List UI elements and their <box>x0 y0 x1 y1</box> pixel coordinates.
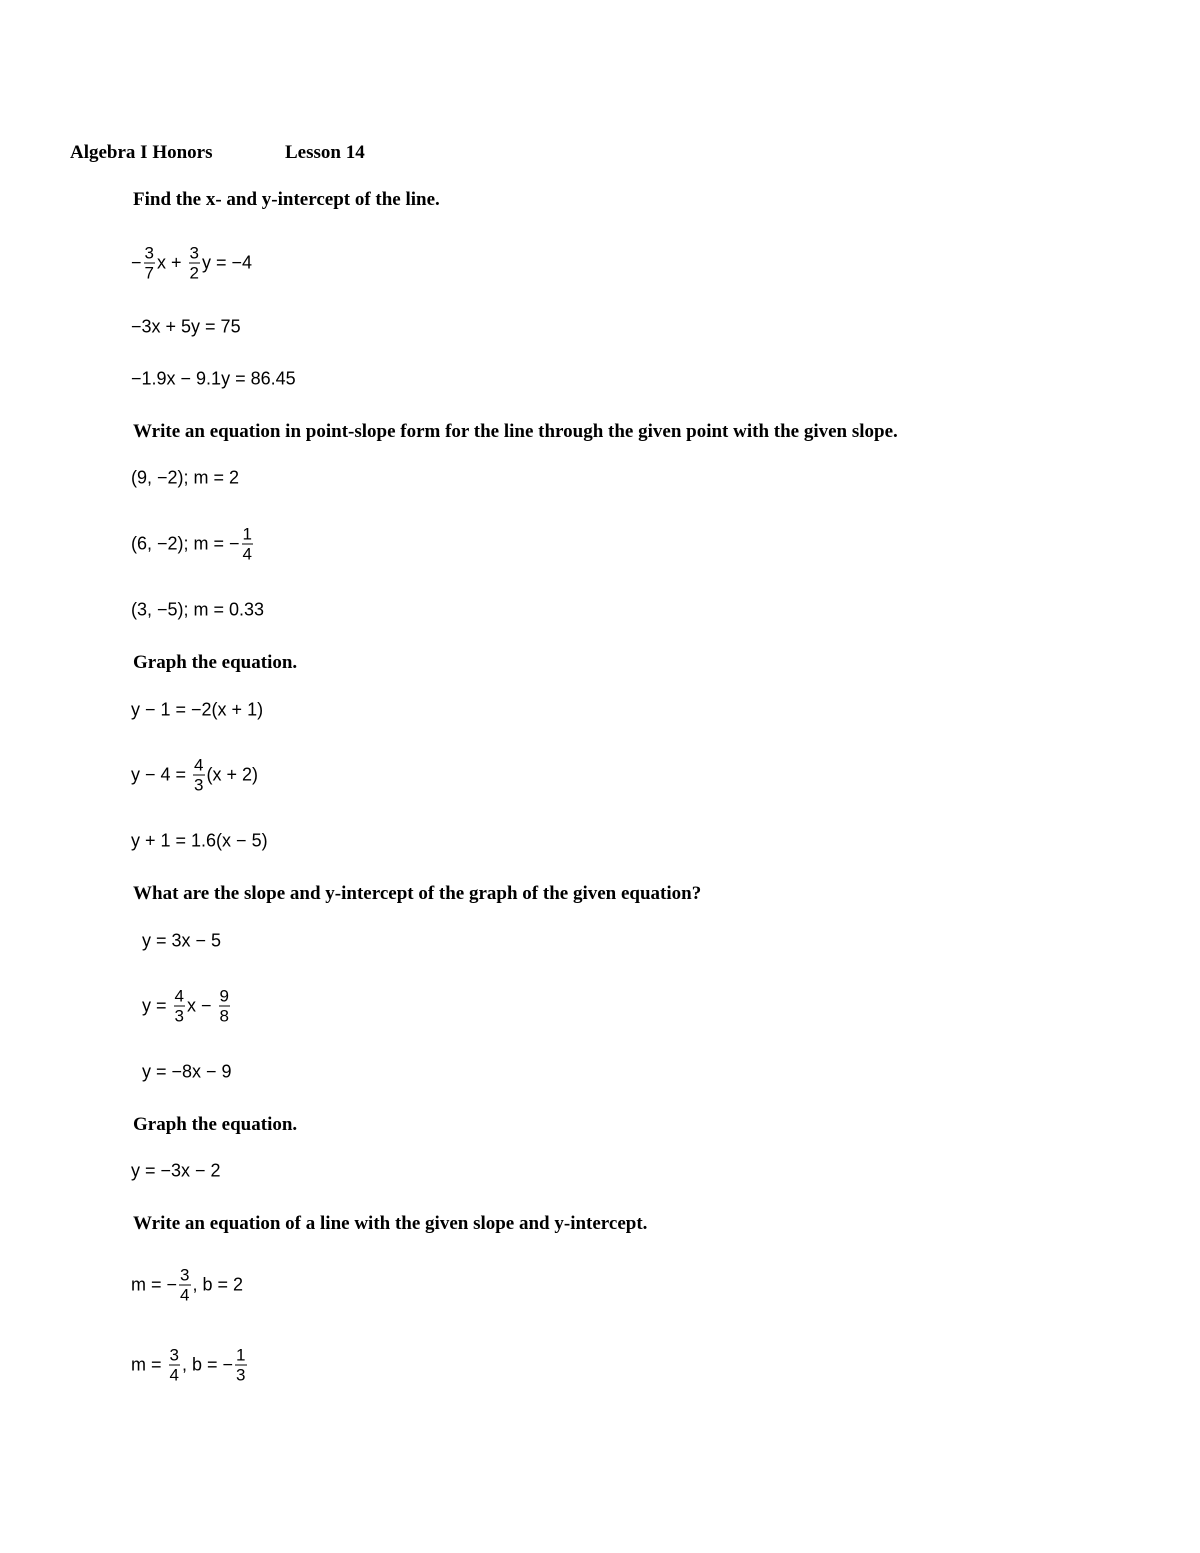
equation: − $\frac{3}{7}$ x + $\frac{3}{2}$ y = −4 <box>131 243 253 283</box>
fraction: $\frac{3}{7}$ <box>144 243 154 283</box>
equation: y = $\frac{4}{3}$ x − $\frac{9}{8}$ <box>142 986 229 1026</box>
equation: (3, −5); m = 0.33 <box>131 599 265 620</box>
fraction: $\frac{1}{3}$ <box>236 1345 246 1385</box>
instruction-point-slope: Write an equation in point-slope form for the line through the given point with the given slope. <box>133 421 898 442</box>
equation: −1.9x − 9.1y = 86.45 <box>131 368 296 389</box>
lesson-title: Lesson 14 <box>285 142 365 163</box>
fraction: $\frac{4}{3}$ <box>194 755 204 795</box>
instruction-slope-y-intercept: Write an equation of a line with the given slope and y-intercept. <box>133 1213 648 1234</box>
instruction-graph-2: Graph the equation. <box>133 1114 298 1135</box>
equation: y = −3x − 2 <box>131 1160 221 1181</box>
equation: m = $\frac{3}{4}$ , b = − $\frac{1}{3}$ <box>131 1345 246 1385</box>
fraction: $\frac{9}{8}$ <box>219 986 229 1026</box>
equation: y = −8x − 9 <box>142 1061 232 1082</box>
instruction-slope-intercept: What are the slope and y-intercept of the graph of the given equation? <box>133 883 702 904</box>
worksheet-header <box>70 142 365 164</box>
fraction: $\frac{3}{4}$ <box>169 1345 179 1385</box>
fraction: $\frac{3}{2}$ <box>189 243 199 283</box>
fraction: $\frac{4}{3}$ <box>174 986 184 1026</box>
equation: y + 1 = 1.6(x − 5) <box>131 830 268 851</box>
instruction-graph-1: Graph the equation. <box>133 652 298 673</box>
equation: y − 1 = −2(x + 1) <box>131 699 264 720</box>
equation: y = 3x − 5 <box>142 930 222 951</box>
equation: m = − $\frac{3}{4}$ , b = 2 <box>131 1265 244 1305</box>
equation: y − 4 = $\frac{4}{3}$ (x + 2) <box>131 755 259 795</box>
instruction-intercepts: Find the x- and y-intercept of the line. <box>133 189 440 210</box>
fraction: $\frac{3}{4}$ <box>180 1265 190 1305</box>
equation: (6, −2); m = − $\frac{1}{4}$ <box>131 524 253 564</box>
equation: (9, −2); m = 2 <box>131 467 240 488</box>
fraction: $\frac{1}{4}$ <box>242 524 253 564</box>
equation: −3x + 5y = 75 <box>131 316 241 337</box>
course-title: Algebra I Honors <box>70 142 213 163</box>
